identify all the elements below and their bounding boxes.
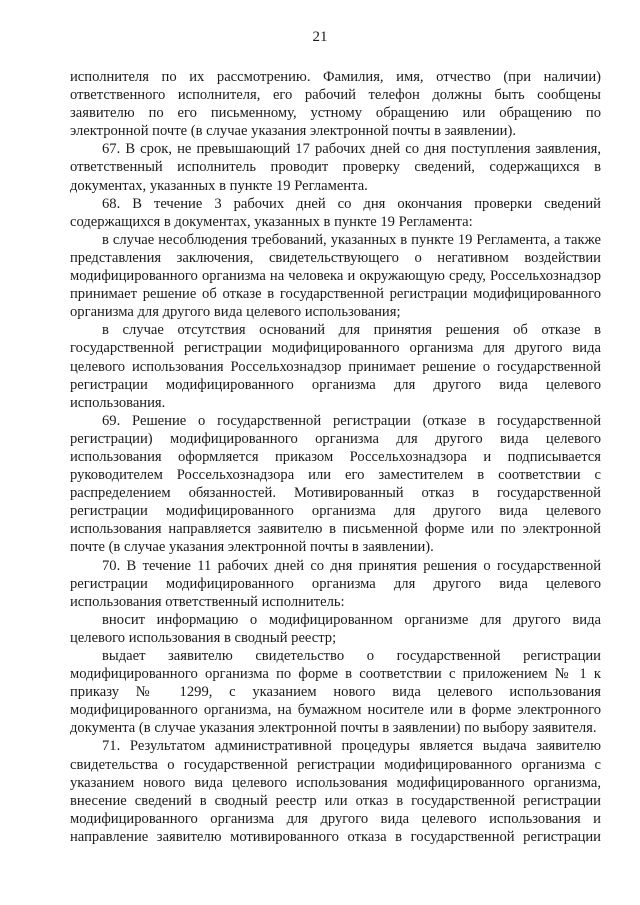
paragraph-67: 67. В срок, не превышающий 17 рабочих дней со дня поступления заявления, ответственный исполнитель проводит проверку сведений, содержащихся в документах, указанных в пункте 19 Регламента. (70, 141, 601, 194)
paragraph-68: 68. В течение 3 рабочих дней со дня окончания проверки сведений содержащихся в документах, указанных в пункте 19 Регламента: (70, 195, 601, 230)
paragraph-69: 69. Решение о государственной регистрации (отказе в государственной регистрации) модифицированного организма для другого вида целевого использования оформляется приказом Россельхознадзора и подписывается руководителем Россельхознадзора или его заместителем в соответствии с распределением обязанностей. Мотивированный отказ в государственной регистрации модифицированного организма для другого вида целевого использования направляется заявителю в письменной форме или по электронной почте (в случае указания электронной почты в заявлении). (70, 412, 601, 556)
page-number: 21 (312, 29, 328, 45)
paragraph-68-item-refusal: в случае несоблюдения требований, указанных в пункте 19 Регламента, а также представления заключения, свидетельствующего о негативном воздействии модифицированного организма на человека и окружающую среду, Россельхознадзор принимает решение об отказе в государственной регистрации модифицированного организма для другого вида целевого использования; (70, 231, 601, 321)
paragraph-68-item-registration: в случае отсутствия оснований для принятия решения об отказе в государственной регистрации модифицированного организма для другого вида целевого использования Россельхознадзор принимает решение о государственной регистрации модифицированного организма для другого вида целевого использования. (70, 322, 601, 411)
paragraph-70-item-registry: вносит информацию о модифицированном организме для другого вида целевого использования в сводный реестр; (70, 611, 601, 646)
paragraph-70-item-certificate: выдает заявителю свидетельство о государственной регистрации модифицированного организма по форме в соответствии с приложением № 1 к приказу № 1299, с указанием нового вида целевого использования модифицированного организма, на бумажном носителе или в форме электронного документа (в случае указания электронной почты в заявлении) по выбору заявителя. (70, 648, 601, 737)
paragraph-71: 71. Результатом административной процедуры является выдача заявителю свидетельства о государственной регистрации модифицированного организма с указанием нового вида целевого использования модифицированного организма, внесение сведений в сводный реестр или отказ в государственной регистрации модифицированного организма для другого вида целевого использования и направление заявителю мотивированного отказа в государственной регистрации (70, 738, 601, 845)
paragraph-continuation: исполнителя по их рассмотрению. Фамилия, имя, отчество (при наличии) ответственного исполнителя, его рабочий телефон должны быть сообщены заявителю по его письменному, устному обращению или обращению по электронной почте (в случае указания электронной почты в заявлении). (70, 69, 601, 140)
document-body (70, 68, 601, 846)
paragraph-70: 70. В течение 11 рабочих дней со дня принятия решения о государственной регистрации модифицированного организма для другого вида целевого использования ответственный исполнитель: (70, 557, 601, 610)
